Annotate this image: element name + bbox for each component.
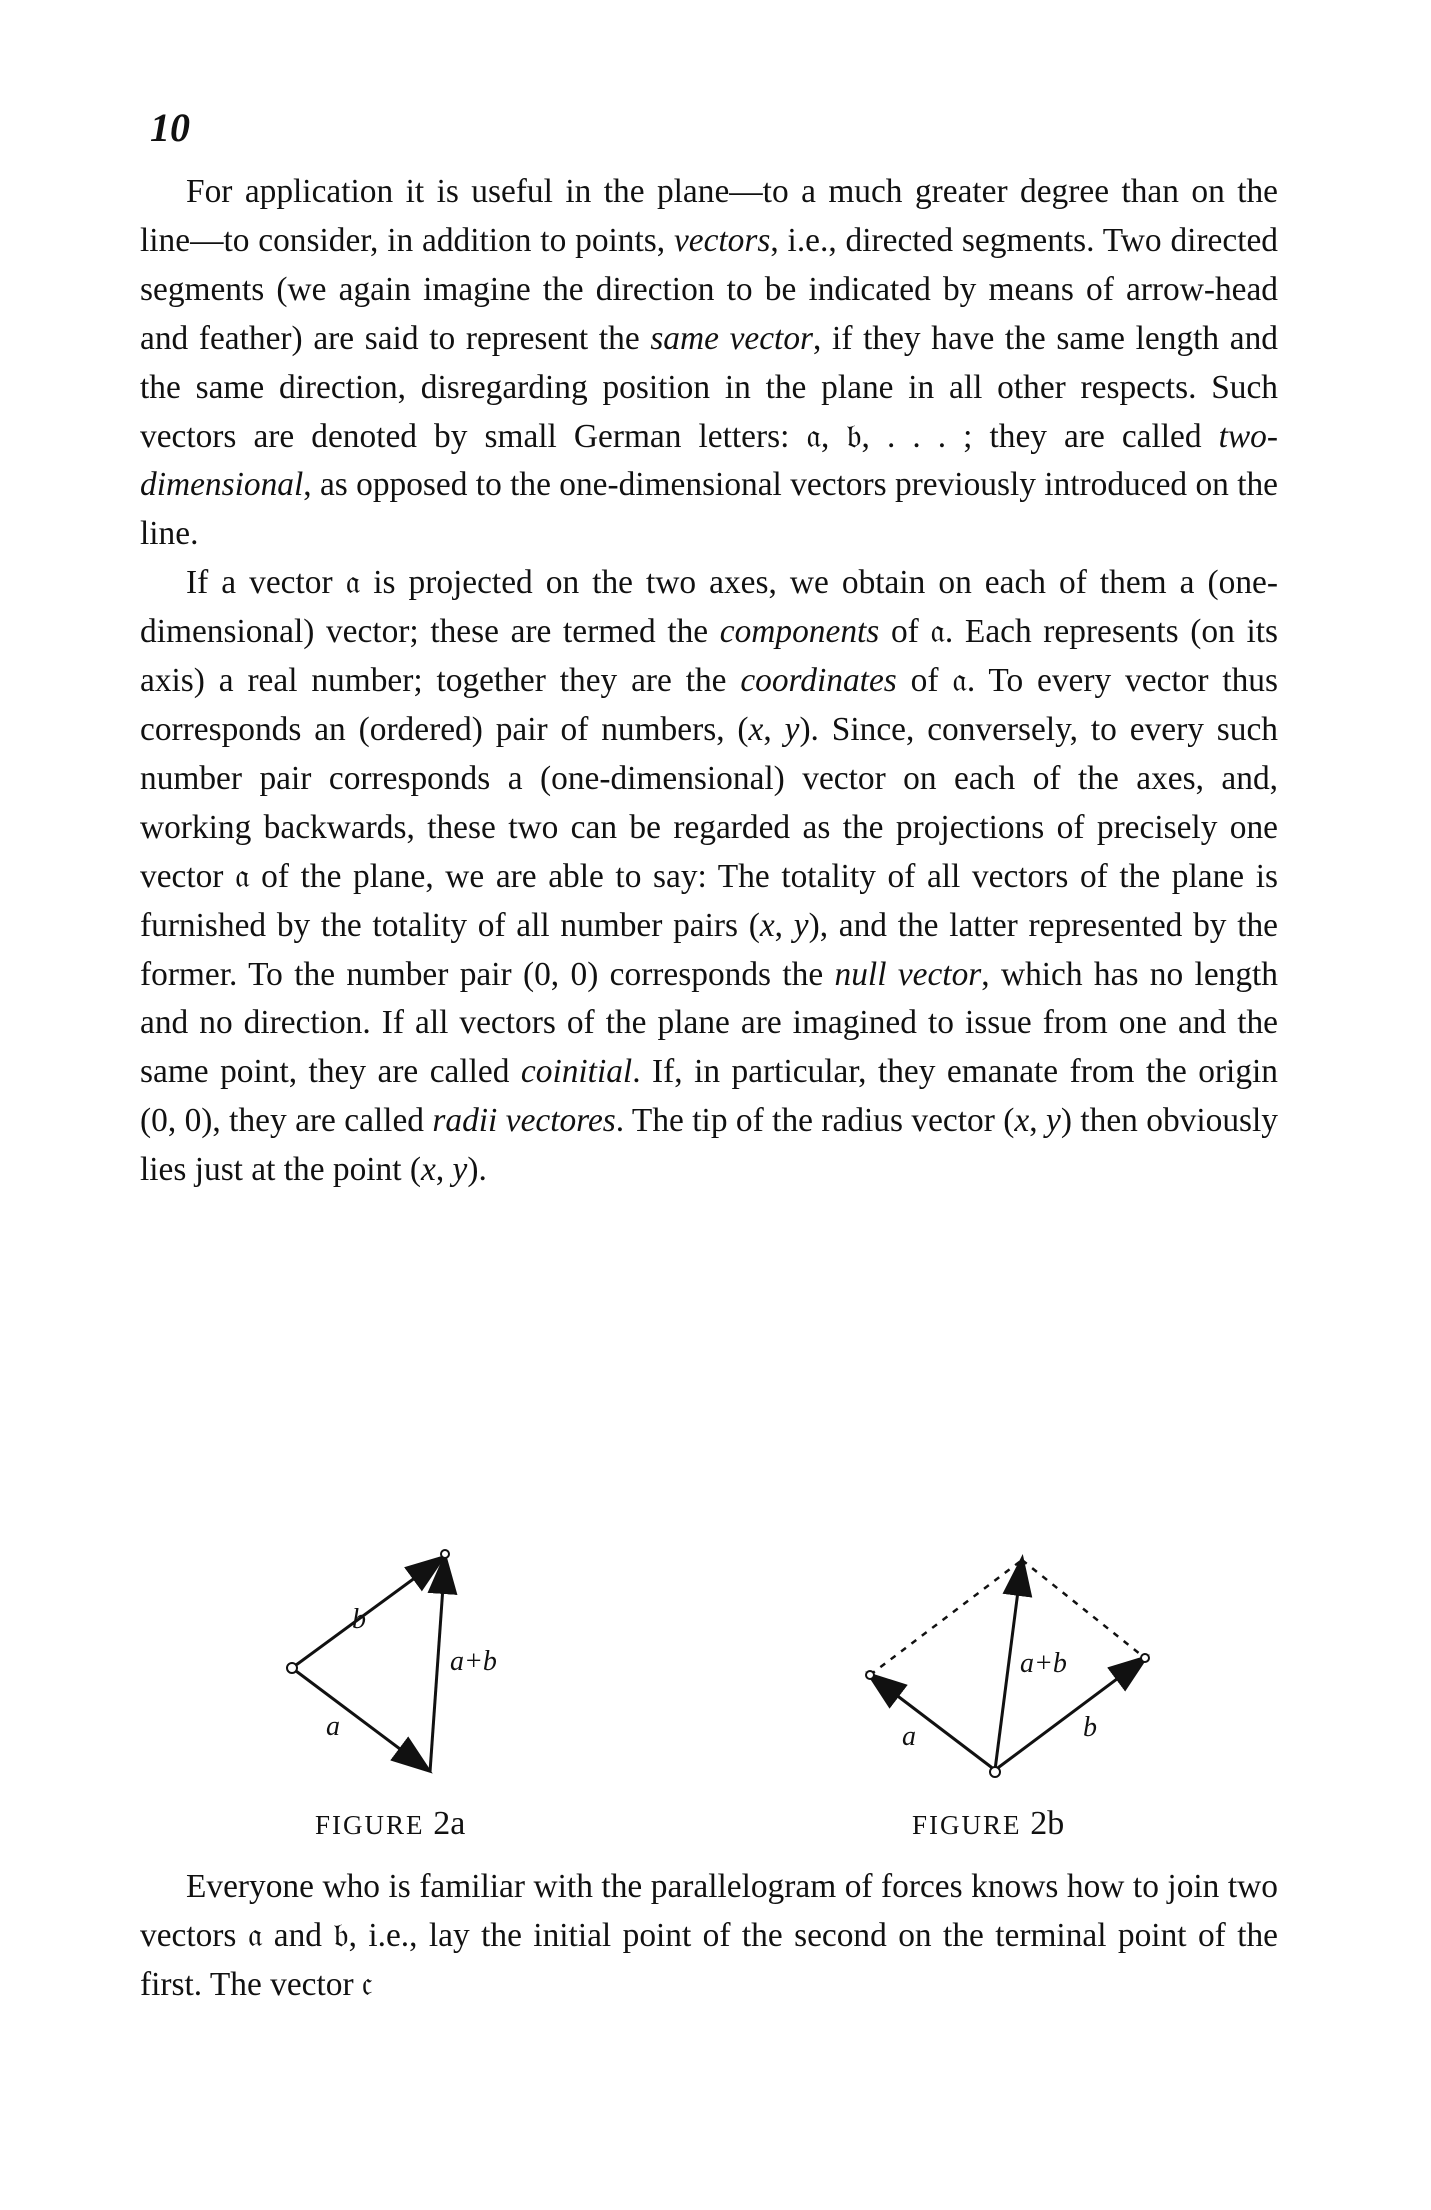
text-run: , xyxy=(435,1151,453,1189)
vector-b-line xyxy=(995,1658,1145,1770)
paragraph-vectors xyxy=(140,168,1278,559)
figure-2a xyxy=(270,1540,540,1780)
figure-2b-caption xyxy=(912,1805,1064,1843)
text-run: , as opposed to the one-dimensional vectors previously introduced on the line. xyxy=(140,466,1278,553)
figure-2a-diagram xyxy=(270,1540,540,1780)
caption-word: FIGURE xyxy=(315,1810,425,1840)
tip-point-a xyxy=(866,1671,874,1679)
dashed-side-right xyxy=(1022,1560,1145,1658)
text-run: For application it is useful in the plane—to a much greater degree than on the line—to consider, in addition to points, xyxy=(140,173,1278,259)
label-b: b xyxy=(352,1604,366,1635)
body-text-top xyxy=(140,168,1278,1195)
math-var: x xyxy=(748,710,764,748)
italic-term: same vector xyxy=(650,319,814,357)
text-run: . If, in particular, they emanate from the origin (0, 0), they are called xyxy=(140,1053,1279,1140)
math-var: x xyxy=(759,906,775,944)
text-run: ). xyxy=(467,1151,487,1189)
tip-point xyxy=(441,1550,449,1558)
vector-sum-line xyxy=(430,1558,445,1772)
text-run: ) then obviously lies just at the point ( xyxy=(140,1102,1278,1189)
italic-term: coinitial xyxy=(520,1053,633,1091)
text-run: ), and the latter represented by the former. To the number pair (0, 0) corresponds the xyxy=(140,906,1278,993)
origin-point xyxy=(287,1663,297,1673)
body-text-bottom xyxy=(140,1863,1278,2010)
text-run: If a vector 𝔞 is projected on the two axes, we obtain on each of them a (one-dimensional) vector; these are termed the xyxy=(140,564,1278,651)
figure-2b xyxy=(840,1540,1170,1780)
math-var: y xyxy=(1045,1102,1061,1140)
dashed-side-left xyxy=(870,1560,1022,1675)
text-run: of 𝔞. To every vector thus corresponds an (ordered) pair of numbers, ( xyxy=(140,662,1278,748)
label-b: b xyxy=(1083,1712,1097,1743)
label-sum: a+b xyxy=(1020,1648,1067,1679)
text-run: , xyxy=(1029,1102,1046,1140)
caption-word: FIGURE xyxy=(912,1810,1022,1840)
text-run: ). Since, conversely, to every such number pair corresponds a (one-dimensional) vector on each of the axes, and, working backwards, these two can be regarded as the projections of precisely one vector 𝔞 of the plane, we are able to say: The totality of all vectors of the plane is furnished by the totality of all number pairs ( xyxy=(140,710,1278,944)
tip-point-b xyxy=(1141,1654,1149,1662)
text-run: . The tip of the radius vector ( xyxy=(615,1102,1015,1140)
paragraph-components xyxy=(140,559,1278,1195)
vector-sum-line xyxy=(995,1560,1022,1770)
text-run: , if they have the same length and the same direction, disregarding position in the plane in all other respects. Such vectors are denoted by small German letters: 𝔞, 𝔟, . . . ; they are called xyxy=(140,319,1278,455)
caption-number: 2b xyxy=(1030,1805,1065,1842)
math-var: y xyxy=(793,906,809,944)
italic-term: components xyxy=(719,613,880,651)
math-var: x xyxy=(1014,1102,1030,1140)
text-run: of 𝔞. Each represents (on its axis) a real number; together they are the xyxy=(140,613,1278,700)
math-var: y xyxy=(452,1151,468,1189)
paragraph-parallelogram xyxy=(140,1863,1278,2010)
italic-term: coordinates xyxy=(740,662,897,700)
italic-term: null vector xyxy=(834,955,982,993)
caption-number: 2a xyxy=(433,1805,466,1842)
figure-2b-diagram xyxy=(840,1540,1170,1780)
origin-point xyxy=(990,1767,1000,1777)
vector-a-line xyxy=(292,1668,428,1770)
italic-term: two-dimensional xyxy=(140,417,1278,504)
text-run: , which has no length and no direction. If all vectors of the plane are imagined to issue from one and the same point, they are called xyxy=(140,955,1278,1091)
math-var: x xyxy=(421,1151,436,1189)
italic-term: radii vectores xyxy=(432,1102,616,1140)
text-run: Everyone who is familiar with the parallelogram of forces knows how to join two vectors 𝔞 and 𝔟, i.e., lay the initial point of the second on the terminal point of the first. The vector 𝔠 xyxy=(140,1868,1278,2003)
text-run: , xyxy=(763,710,785,748)
vector-b-line xyxy=(292,1558,442,1668)
page-number: 10 xyxy=(150,105,190,150)
math-var: y xyxy=(784,710,800,748)
vector-a-line xyxy=(870,1675,995,1770)
figure-2a-caption xyxy=(315,1805,465,1843)
label-a: a xyxy=(326,1711,340,1742)
italic-term: vectors xyxy=(673,221,771,259)
label-a: a xyxy=(902,1721,916,1752)
label-sum: a+b xyxy=(450,1646,497,1677)
text-run: , xyxy=(774,906,794,944)
text-run: , i.e., directed segments. Two directed segments (we again imagine the direction to be indicated by means of arrow-head and feather) are said to represent the xyxy=(140,221,1278,357)
